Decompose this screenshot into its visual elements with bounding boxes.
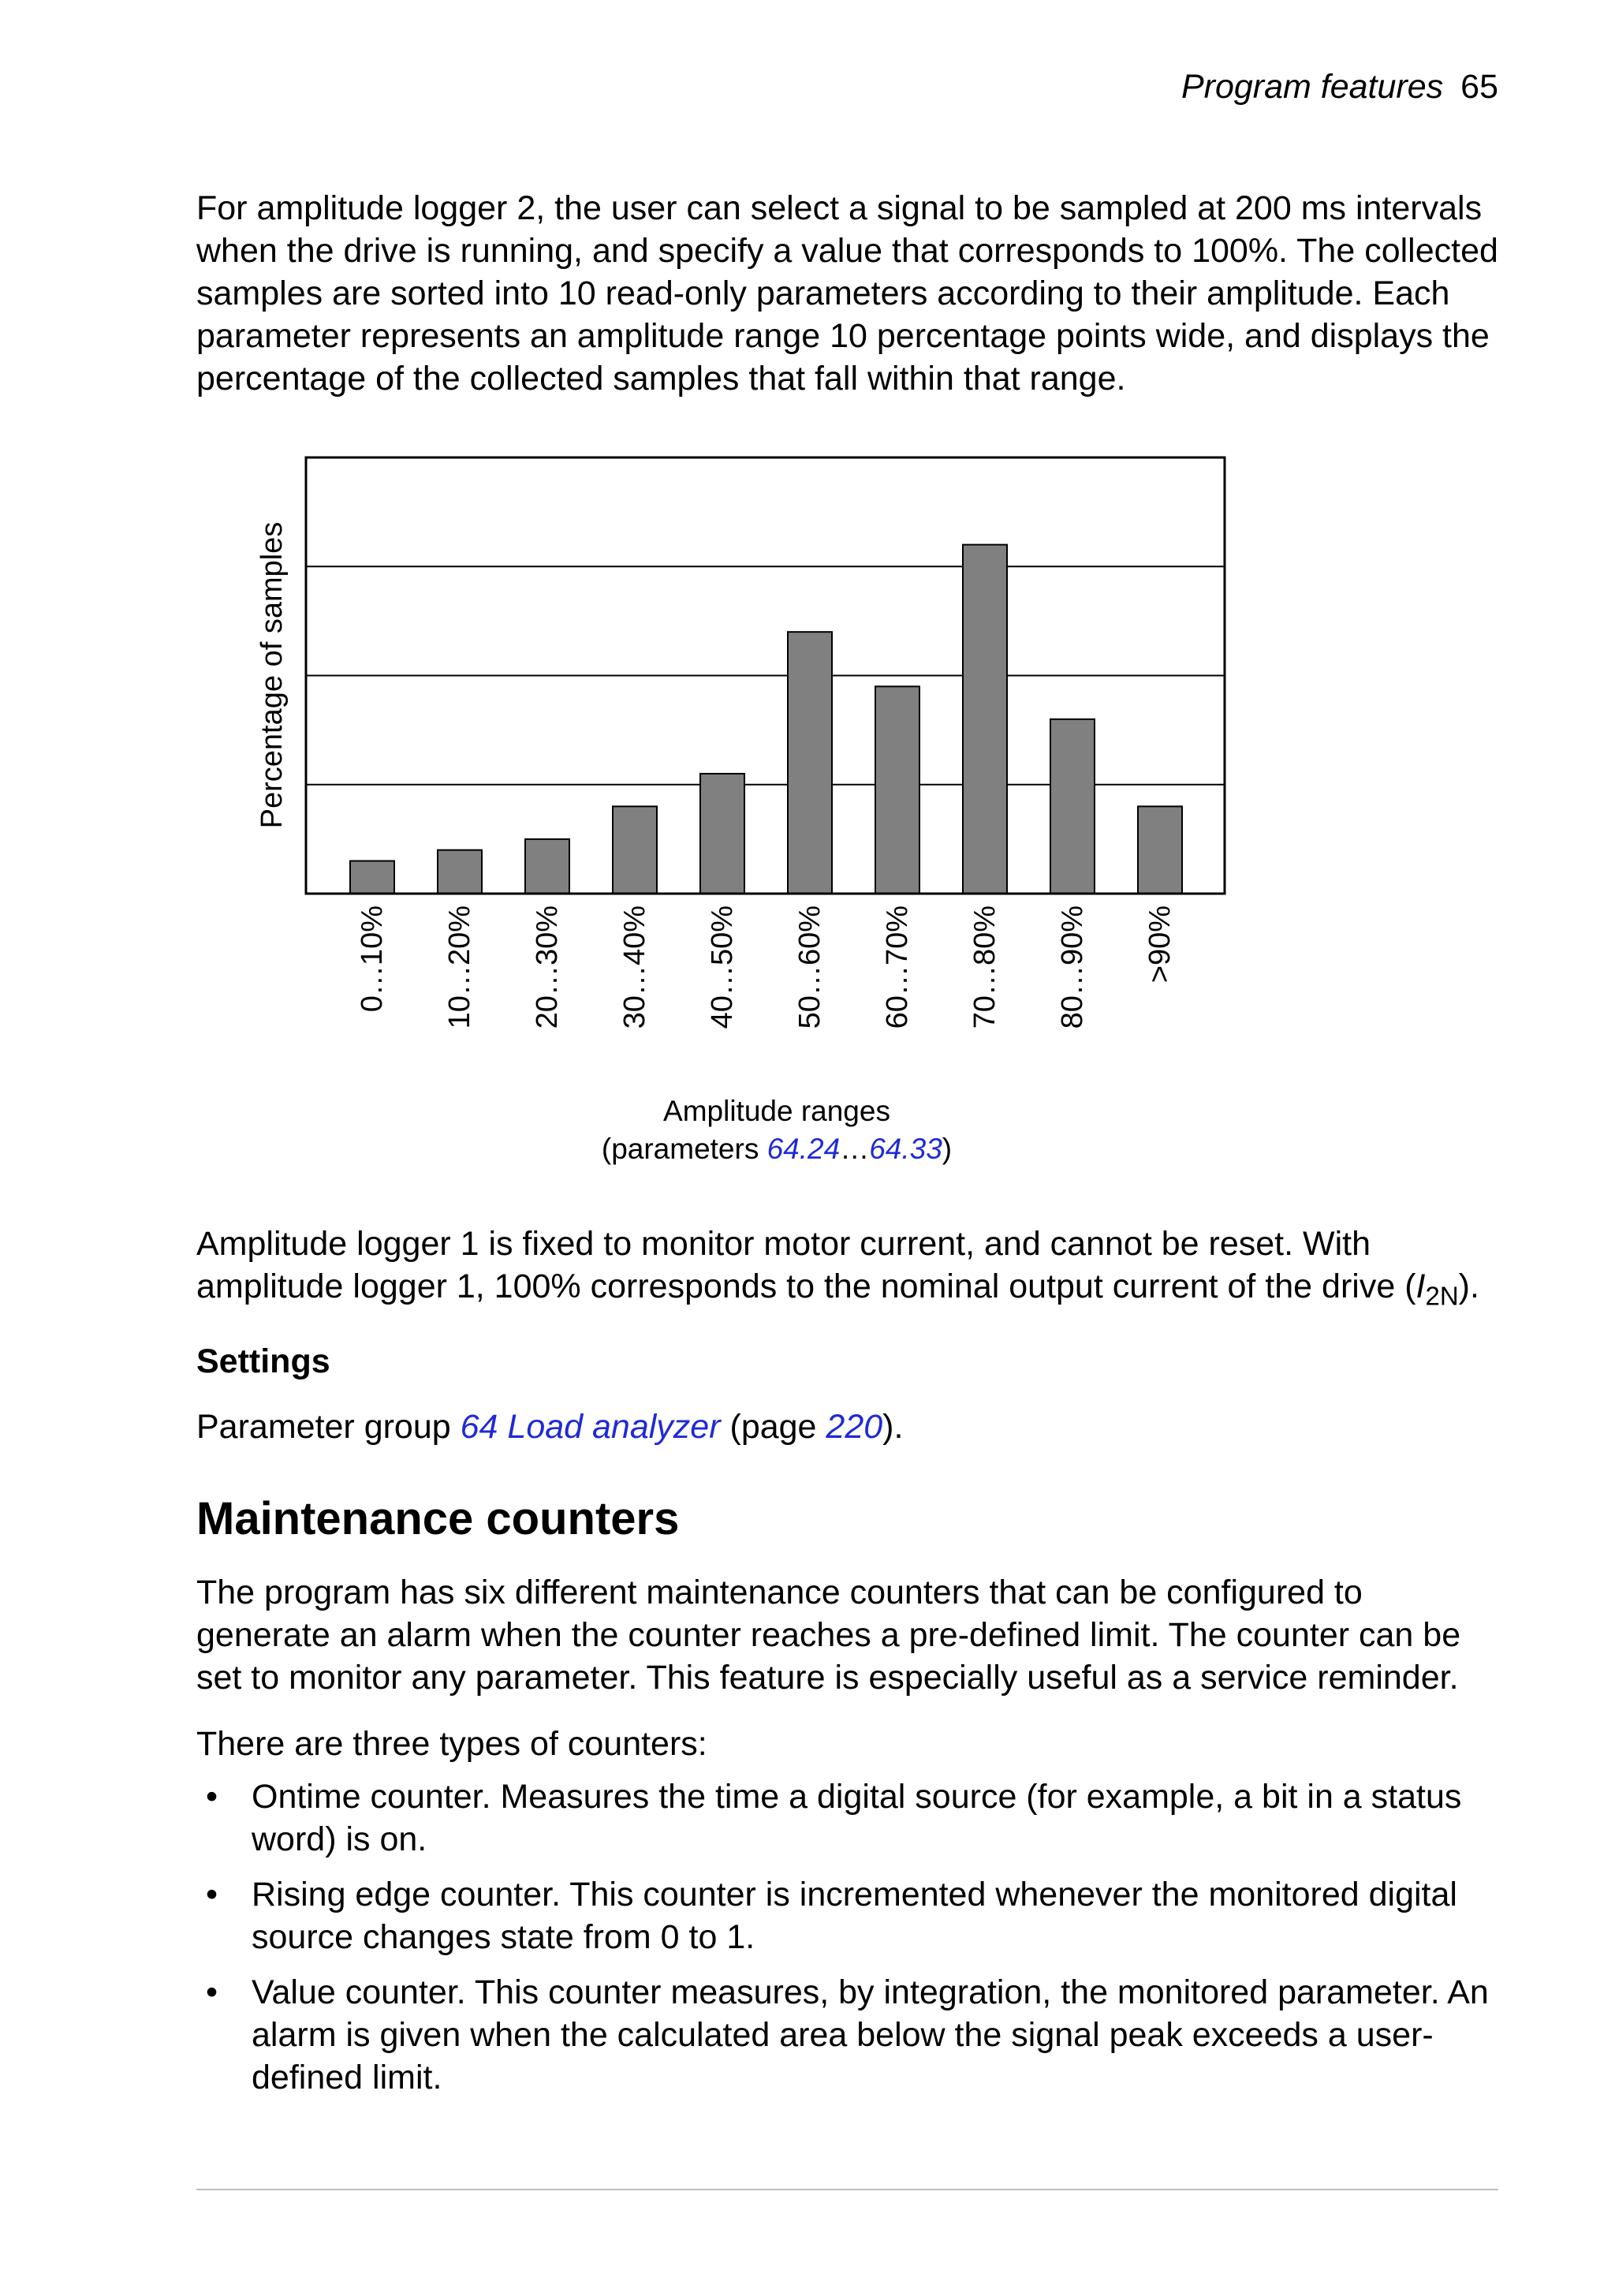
caption-line-2 [552, 1130, 1001, 1168]
x-tick-label: 80…90% [1056, 905, 1089, 1029]
bullet: • [206, 1876, 218, 1913]
counter-types-intro: There are three types of counters: [196, 1725, 707, 1763]
chart-bar [963, 545, 1007, 894]
maintenance-counters-heading: Maintenance counters [196, 1493, 680, 1544]
x-tick-label: 20…30% [531, 905, 564, 1029]
x-tick-label: 0…10% [356, 905, 389, 1013]
intro-paragraph: For amplitude logger 2, the user can select a signal to be sampled at 200 ms intervals when the drive is running, and specify a value that corresponds to 100%. The collected samples are sorted into 10 read-only parameters according to their amplitude. Each parameter represents an amplitude range 10 percentage points wide, and displays the percentage of the collected samples that fall within that range. [196, 189, 1498, 398]
x-tick-label: 40…50% [706, 905, 739, 1029]
footer-rule [196, 2189, 1498, 2190]
list-item [196, 1873, 1521, 1958]
caption-suffix: ) [942, 1133, 953, 1165]
settings-prefix: Parameter group [196, 1408, 461, 1446]
chart-caption [552, 1092, 1001, 1168]
group-64-link[interactable]: 64 Load analyzer [460, 1408, 721, 1446]
x-tick-label: 70…80% [968, 905, 1001, 1029]
current-symbol: I [1415, 1267, 1426, 1305]
bullet: • [206, 1778, 218, 1816]
current-subscript: 2N [1425, 1281, 1459, 1311]
list-item [196, 1971, 1521, 2099]
header-title: Program features [1180, 68, 1444, 106]
x-tick-label: 50…60% [793, 905, 826, 1029]
y-axis-label: Percentage of samples [255, 521, 289, 829]
settings-suffix: ). [882, 1408, 904, 1446]
chart-bar [1050, 719, 1095, 894]
chart-bar [613, 806, 657, 894]
chart-bar [788, 632, 832, 894]
list-item-text: Value counter. This counter measures, by integration, the monitored parameter. An alarm is given when the calculated area below the signal peak exceeds a user-defined limit. [252, 1973, 1489, 2096]
param-link-64-24[interactable]: 64.24 [766, 1133, 841, 1165]
list-item-text: Rising edge counter. This counter is incremented whenever the monitored digital source changes state from 0 to 1. [252, 1876, 1457, 1956]
list-item [196, 1775, 1521, 1861]
maintenance-paragraph: The program has six different maintenance counters that can be configured to generate an alarm when the counter reaches a pre-defined limit. The counter can be set to monitor any parameter. This feature is especially useful as a service reminder. [196, 1574, 1461, 1697]
chart-bar [875, 686, 919, 894]
logger1-end: ). [1458, 1267, 1479, 1305]
logger1-paragraph [196, 1223, 1505, 1318]
chart-bar [525, 839, 569, 894]
page-220-link[interactable]: 220 [826, 1408, 883, 1446]
chart-bar [438, 850, 482, 894]
chart-bar [350, 861, 394, 894]
x-tick-label: 60…70% [881, 905, 914, 1029]
bullet: • [206, 1973, 218, 2011]
param-link-64-33[interactable]: 64.33 [869, 1133, 942, 1165]
x-tick-label: 10…20% [443, 905, 476, 1029]
caption-prefix: (parameters [601, 1133, 767, 1165]
caption-line-1: Amplitude ranges [663, 1095, 890, 1127]
x-tick-label: >90% [1143, 905, 1177, 984]
list-item-text: Ontime counter. Measures the time a digital source (for example, a bit in a status word) is on. [252, 1778, 1462, 1858]
logger1-text: Amplitude logger 1 is fixed to monitor motor current, and cannot be reset. With amplitude logger 1, 100% corresponds to the nominal output current of the drive ( [196, 1225, 1416, 1305]
chart-bar [700, 774, 744, 894]
chart-bar [1138, 806, 1182, 894]
settings-heading: Settings [196, 1342, 330, 1380]
x-tick-label: 30…40% [618, 905, 651, 1029]
page-number: 65 [1460, 68, 1498, 106]
caption-ellipsis: … [840, 1133, 870, 1165]
counter-types-list [196, 1775, 1521, 2111]
settings-middle: (page [720, 1408, 826, 1446]
settings-paragraph [196, 1406, 1505, 1448]
